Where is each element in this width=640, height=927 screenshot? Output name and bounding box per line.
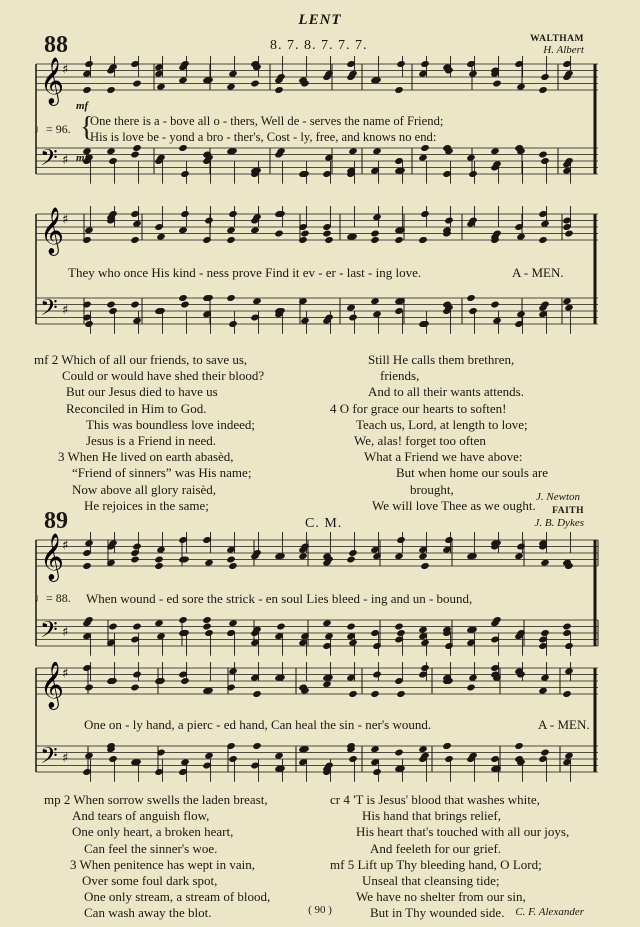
verse-text: When He lived on earth abasèd, (67, 449, 234, 465)
notehead (252, 297, 262, 305)
notehead (396, 60, 406, 68)
bass-clef-icon: 𝄢 (40, 145, 58, 177)
notehead (84, 752, 94, 760)
verse-text: friends, (380, 368, 420, 384)
notehead (516, 233, 526, 241)
lyric-line: His is love be - yond a bro - ther's, Cost - ly, free, and knows no end: (90, 130, 437, 144)
verse-line (330, 449, 600, 465)
verse-text: Still He calls them brethren, (368, 352, 515, 367)
bass-clef-icon: 𝄢 (40, 743, 58, 775)
notehead (564, 229, 574, 237)
notehead (226, 83, 236, 91)
notehead (228, 70, 238, 78)
verse-text: One only heart, a broken heart, (72, 824, 234, 840)
notehead (346, 304, 356, 312)
hymn-88-meter: 8. 7. 8. 7. 7. 7. (270, 38, 368, 53)
notehead (106, 300, 116, 308)
verse-text: Could or would have shed their blood? (62, 368, 265, 384)
lyric-line: When wound - ed sore the strick - en soul Lies bleed - ing and un - bound, (86, 591, 473, 606)
sharp-icon: ♯ (62, 625, 69, 640)
verse-line (330, 384, 600, 400)
notehead (226, 226, 236, 234)
notehead (372, 147, 382, 155)
verse-line (44, 857, 344, 873)
notehead (468, 307, 478, 315)
verse-text: We have no shelter from our sin, (356, 889, 526, 905)
verse-line (34, 352, 334, 368)
notehead (84, 60, 94, 68)
notehead (514, 552, 524, 560)
notehead (108, 622, 118, 630)
notehead (204, 559, 214, 567)
notehead (132, 220, 142, 228)
verse-text: His hand that brings relief, (362, 808, 501, 824)
notehead (84, 683, 94, 691)
notehead (228, 320, 238, 328)
verse-text: When penitence has wept in vain, (79, 856, 255, 872)
sharp-icon: ♯ (62, 212, 69, 228)
treble-clef-icon: 𝄞 (40, 662, 64, 708)
notehead (178, 76, 188, 84)
verse-text: His heart that's touched with all our joys, (356, 824, 570, 840)
amen-lyric: A - MEN. (512, 265, 564, 280)
notehead (204, 216, 214, 224)
verse-text: This was boundless love indeed; (86, 416, 255, 432)
notehead (372, 670, 382, 678)
verse-text: Reconciled in Him to God. (66, 400, 207, 416)
notehead (228, 210, 238, 218)
notehead (300, 317, 310, 325)
notehead (228, 562, 238, 570)
notehead (250, 79, 260, 87)
verse-text: He rejoices in the same; (84, 497, 209, 513)
notehead (492, 317, 502, 325)
notehead (516, 83, 526, 91)
verse-text: brought, (410, 481, 454, 497)
notehead (372, 768, 382, 776)
lyric-line: One there is a - bove all o - thers, Well de - serves the name of Friend; (90, 114, 444, 128)
notehead (538, 150, 548, 158)
notehead (492, 79, 502, 87)
lyric-line: They who once His kind - ness prove Find it ev - er - last - ing love. (68, 265, 422, 280)
notehead (516, 310, 526, 318)
notehead (84, 320, 94, 328)
amen-lyric: A - MEN. (538, 717, 590, 732)
notehead (420, 60, 430, 68)
notehead (132, 79, 142, 87)
verse-line (34, 384, 334, 400)
notehead (420, 144, 430, 152)
verse-text: O for grace our hearts to soften! (339, 400, 507, 416)
notehead (564, 642, 574, 650)
notehead (370, 690, 380, 698)
notehead (540, 73, 550, 81)
notehead (370, 745, 380, 753)
verse-line (44, 841, 344, 857)
verse-text: And to all their wants attends. (368, 384, 524, 400)
notehead (346, 555, 356, 563)
notehead (106, 86, 116, 94)
sharp-icon: ♯ (62, 153, 69, 168)
notehead (178, 226, 188, 234)
tempo-marking: ♩= 88. (34, 591, 71, 605)
notehead (226, 555, 236, 563)
notehead (442, 742, 452, 750)
notehead (370, 297, 380, 305)
verse-text: One only stream, a stream of blood, (84, 889, 271, 905)
verse-text: Now above all glory raisèd, (72, 481, 217, 497)
notehead (540, 674, 550, 682)
notehead (514, 742, 524, 750)
notehead (372, 213, 382, 221)
hymn-89-composer: J. B. Dykes (534, 517, 584, 529)
verse-text: And feeleth for our grief. (370, 840, 502, 856)
verse-line (34, 433, 334, 449)
notehead (466, 683, 476, 691)
verse-text: Lift up Thy bleeding hand, O Lord; (357, 856, 542, 872)
notehead (540, 629, 550, 637)
notehead (82, 86, 92, 94)
notehead (444, 755, 454, 763)
dynamic-mark: mf (76, 100, 89, 112)
verse-number: mf 5 (330, 856, 358, 872)
hymn-88-author: J. Newton (536, 491, 580, 503)
notehead (468, 170, 478, 178)
verse-line (34, 498, 334, 514)
notehead (562, 690, 572, 698)
notehead (562, 297, 572, 305)
notehead (250, 226, 260, 234)
notehead (370, 229, 380, 237)
notehead (84, 226, 94, 234)
notehead (348, 690, 358, 698)
notehead (394, 552, 404, 560)
verse-line (44, 889, 344, 905)
notehead (394, 622, 404, 630)
verse-line (330, 433, 600, 449)
verse-line (330, 808, 610, 824)
notehead (540, 220, 550, 228)
notehead (154, 619, 164, 627)
bass-clef-icon: 𝄢 (40, 295, 58, 327)
verse-text: But our Jesus died to have us (66, 384, 218, 400)
notehead (156, 83, 166, 91)
hymn-89-tune-name: FAITH (552, 506, 584, 516)
notehead (348, 147, 358, 155)
notehead (178, 616, 188, 624)
verse-text: But when home our souls are (396, 465, 549, 481)
notehead (202, 616, 212, 624)
notehead (204, 629, 214, 637)
notehead (132, 670, 142, 678)
hymn-89-verses-left (44, 792, 344, 922)
notehead (276, 622, 286, 630)
notehead (372, 310, 382, 318)
notehead (84, 539, 94, 547)
notehead (538, 236, 548, 244)
notehead (396, 690, 406, 698)
verse-text: Which of all our friends, to save us, (61, 352, 248, 367)
notehead (274, 86, 284, 94)
notehead (274, 752, 284, 760)
notehead (420, 664, 430, 672)
notehead (348, 549, 358, 557)
bass-clef-icon: 𝄢 (40, 617, 58, 649)
notehead (156, 233, 166, 241)
notehead (130, 150, 140, 158)
notehead (228, 667, 238, 675)
notehead (252, 690, 262, 698)
notehead (468, 674, 478, 682)
notehead (346, 622, 356, 630)
hymn-number-88: 88 (44, 32, 68, 58)
tempo-marking: ♩= 96. (34, 122, 71, 136)
verse-text: “Friend of sinners” was His name; (72, 465, 252, 481)
verse-line (44, 824, 344, 840)
verse-text: When sorrow swells the laden breast, (73, 792, 268, 807)
verse-line (330, 857, 610, 873)
notehead (444, 216, 454, 224)
notehead (562, 622, 572, 630)
notehead (538, 86, 548, 94)
notehead (226, 294, 236, 302)
page-number: ( 90 ) (308, 904, 332, 916)
notehead (420, 210, 430, 218)
notehead (348, 639, 358, 647)
notehead (180, 170, 190, 178)
hymn-88-composer: H. Albert (543, 44, 584, 56)
verse-text: But in Thy wounded side. (370, 905, 505, 921)
verse-number: 3 (58, 449, 68, 465)
notehead (394, 748, 404, 756)
notehead (156, 546, 166, 554)
verse-line (330, 841, 610, 857)
verse-text: Unseal that cleansing tide; (362, 873, 500, 889)
verse-text: We will love Thee as we ought. (372, 497, 536, 513)
notehead (130, 236, 140, 244)
notehead (178, 294, 188, 302)
notehead (490, 300, 500, 308)
notehead (538, 687, 548, 695)
notehead (154, 562, 164, 570)
hymn-88-system-2 (32, 206, 602, 356)
verse-line (34, 368, 334, 384)
notehead (252, 742, 262, 750)
notehead (324, 236, 334, 244)
notehead (298, 552, 308, 560)
notehead (394, 236, 404, 244)
notehead (82, 562, 92, 570)
notehead (396, 536, 406, 544)
notehead (202, 622, 212, 630)
notehead (540, 748, 550, 756)
notehead (564, 667, 574, 675)
sharp-icon: ♯ (62, 62, 69, 78)
verse-text: Can wash away the blot. (84, 905, 212, 921)
verse-text: Over some foul dark spot, (82, 873, 218, 889)
verse-line (34, 482, 334, 498)
hymn-88-verses-left (34, 352, 334, 514)
verse-line (44, 873, 344, 889)
verse-line (34, 417, 334, 433)
verse-line (330, 465, 600, 481)
notehead (180, 677, 190, 685)
sharp-icon: ♯ (62, 303, 69, 318)
notehead (130, 683, 140, 691)
verse-line (330, 352, 600, 368)
notehead (274, 229, 284, 237)
notehead (180, 300, 190, 308)
hymn-88-verses-right (330, 352, 600, 514)
notehead (420, 639, 430, 647)
verse-line (330, 792, 610, 808)
notehead (132, 622, 142, 630)
verse-text: We, alas! forget too often (354, 433, 486, 449)
notehead (180, 210, 190, 218)
verse-text: And tears of anguish flow, (72, 808, 210, 824)
notehead (180, 758, 190, 766)
hymn-89-verses-right (330, 792, 610, 922)
notehead (466, 294, 476, 302)
notehead (108, 307, 118, 315)
sharp-icon: ♯ (62, 538, 69, 554)
notehead (418, 552, 428, 560)
notehead (490, 147, 500, 155)
verse-number: 3 (70, 856, 80, 872)
notehead (370, 236, 380, 244)
notehead (394, 86, 404, 94)
hymn-89-author: C. F. Alexander (515, 906, 584, 918)
notehead (348, 755, 358, 763)
notehead (132, 144, 142, 152)
notehead (228, 755, 238, 763)
notehead (228, 619, 238, 627)
notehead (564, 304, 574, 312)
verse-number: 4 (330, 400, 340, 416)
notehead (156, 632, 166, 640)
notehead (132, 542, 142, 550)
hymn-number-89: 89 (44, 508, 68, 534)
verse-line (330, 873, 610, 889)
notehead (130, 555, 140, 563)
verse-number: mp 2 (44, 792, 74, 807)
treble-clef-icon: 𝄞 (40, 57, 64, 104)
verse-line (330, 824, 610, 840)
notehead (418, 745, 428, 753)
verse-number: cr 4 (330, 792, 354, 807)
verse-number: mf 2 (34, 352, 62, 367)
verse-line (34, 465, 334, 481)
verse-text: Jesus is a Friend in need. (86, 433, 216, 449)
verse-text: Can feel the sinner's woe. (84, 840, 218, 856)
verse-brace: { (80, 112, 94, 143)
notehead (466, 154, 476, 162)
notehead (154, 555, 164, 563)
sharp-icon: ♯ (62, 666, 69, 682)
notehead (396, 629, 406, 637)
notehead (348, 313, 358, 321)
notehead (108, 157, 118, 165)
notehead (132, 317, 142, 325)
verse-line (34, 401, 334, 417)
verse-line (44, 808, 344, 824)
notehead (178, 144, 188, 152)
notehead (418, 154, 428, 162)
verse-line (34, 449, 334, 465)
hymn-89-meter: C. M. (305, 516, 343, 531)
notehead (418, 626, 428, 634)
season-heading: LENT (298, 12, 342, 28)
notehead (322, 229, 332, 237)
treble-clef-icon: 𝄞 (40, 533, 64, 580)
notehead (322, 680, 332, 688)
hymn-88-tune-name: WALTHAM (530, 34, 584, 44)
verse-text: 'T is Jesus' blood that washes white, (353, 792, 540, 807)
verse-text: Teach us, Lord, at length to love; (356, 416, 528, 432)
notehead (108, 755, 118, 763)
notehead (540, 559, 550, 567)
sharp-icon: ♯ (62, 751, 69, 766)
verse-text: What a Friend we have above: (364, 449, 523, 465)
verse-line (330, 368, 600, 384)
verse-line (44, 792, 344, 808)
notehead (300, 229, 310, 237)
notehead (540, 157, 550, 165)
lyric-line: One on - ly hand, a pierc - ed hand, Can heal the sin - ner's wound. (84, 717, 432, 732)
notehead (204, 752, 214, 760)
treble-clef-icon: 𝄞 (40, 207, 64, 254)
verse-line (330, 417, 600, 433)
notehead (322, 619, 332, 627)
notehead (324, 632, 334, 640)
verse-line (330, 401, 600, 417)
notehead (564, 752, 574, 760)
notehead (468, 70, 478, 78)
verse-line (330, 889, 610, 905)
dynamic-mark: mf (76, 152, 89, 164)
notehead (226, 236, 236, 244)
notehead (106, 147, 116, 155)
notehead (130, 300, 140, 308)
notehead (418, 236, 428, 244)
notehead (420, 562, 430, 570)
